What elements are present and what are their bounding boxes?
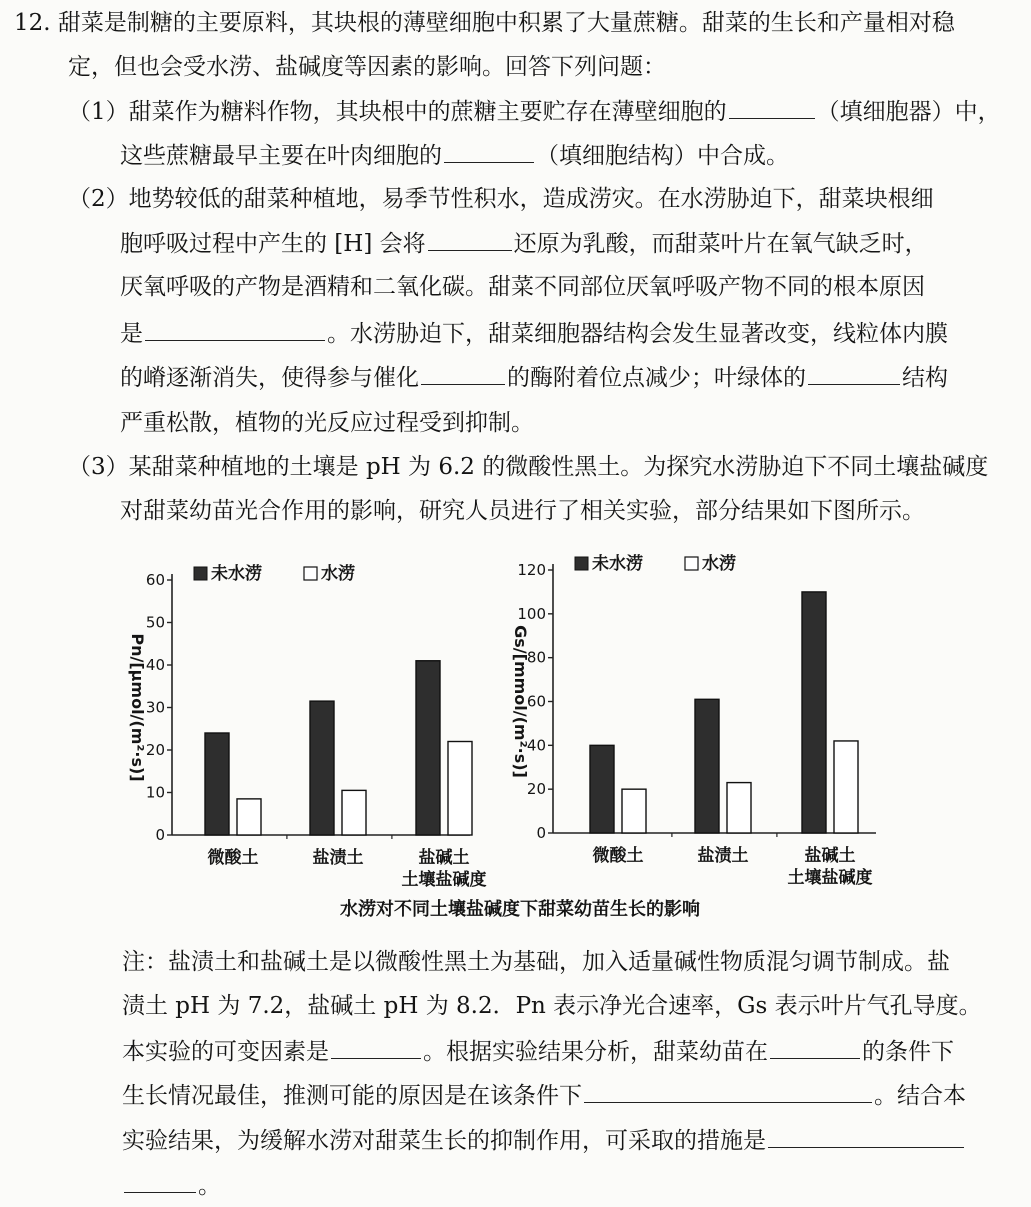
answer-blank-organelle[interactable]: [729, 96, 815, 119]
chart2-legend-label-not-flooded: 未水涝: [592, 554, 643, 574]
figure-bar-charts: [0, 550, 1031, 895]
note-line-4: [122, 1080, 966, 1111]
chart2-bar-not-flooded: [590, 745, 614, 833]
part2-label: （2）: [68, 186, 129, 212]
part2-line-2: [120, 228, 928, 259]
answer-blank-root-cause[interactable]: [145, 318, 325, 341]
chart1-category-label: 微酸土: [207, 848, 259, 868]
part2-text-2a: 胞呼吸过程中产生的 [H] 会将: [120, 231, 426, 257]
chart2-y-tick-label: 20: [526, 780, 546, 799]
note-text-3a: 本实验的可变因素是: [122, 1039, 329, 1065]
chart2-y-tick-label: 0: [536, 824, 546, 842]
chart1-y-tick-label: 30: [145, 698, 165, 717]
chart1-bar-not-flooded: [205, 733, 229, 835]
chart1-x-axis-label: 土壤盐碱度: [401, 870, 487, 890]
chart2-category-label: 盐碱土: [804, 846, 856, 866]
chart2-x-axis-label: 土壤盐碱度: [787, 868, 873, 888]
chart2-y-axis-label: Gs/[mmol/(m²·s)]: [511, 625, 530, 778]
question-intro-line-1: [14, 8, 955, 38]
note-text-5a: 实验结果，为缓解水涝对甜菜生长的抑制作用，可采取的措施是: [122, 1128, 766, 1154]
intro-text-2: 定，但也会受水涝、盐碱度等因素的影响。回答下列问题：: [68, 54, 666, 80]
chart2-bar-not-flooded: [695, 699, 719, 833]
part2-text-1: 地势较低的甜菜种植地，易季节性积水，造成涝灾。在水涝胁迫下，甜菜块根细: [128, 186, 934, 212]
chart2-category-label: 盐渍土: [697, 846, 749, 866]
part1-text-1b: （填细胞器）中，: [816, 99, 1001, 125]
part2-text-5b: 的酶附着位点减少；叶绿体的: [507, 365, 806, 391]
answer-blank-best-condition[interactable]: [770, 1036, 860, 1059]
chart1-legend-label-not-flooded: 未水涝: [211, 564, 262, 584]
answer-blank-reduced-substance[interactable]: [428, 228, 512, 251]
chart1-y-tick-label: 0: [155, 826, 165, 844]
note-text-4a: 生长情况最佳，推测可能的原因是在该条件下: [122, 1083, 582, 1109]
chart1-bar-not-flooded: [416, 661, 440, 835]
note-text-4b: 。结合本: [874, 1083, 966, 1109]
question-number: 12.: [14, 10, 51, 36]
chart2-category-label: 微酸土: [592, 846, 644, 866]
part3-line-1: [68, 452, 988, 482]
chart1-legend-label-flooded: 水涝: [321, 564, 355, 584]
chart2-bar-flooded: [834, 741, 858, 833]
chart1-y-tick-label: 40: [145, 656, 165, 674]
chart2-y-tick-label: 80: [526, 648, 546, 667]
answer-blank-measure-continued[interactable]: [124, 1170, 196, 1193]
part1-text-2b: （填细胞结构）中合成。: [536, 143, 789, 169]
part2-line-4: [120, 318, 948, 349]
part1-text-2a: 这些蔗糖最早主要在叶肉细胞的: [120, 143, 442, 169]
intro-text-1: 甜菜是制糖的主要原料，其块根的薄壁细胞中积累了大量蔗糖。甜菜的生长和产量相对稳: [57, 10, 955, 36]
note-text-6b: 。: [198, 1173, 221, 1199]
answer-blank-cell-structure[interactable]: [444, 140, 534, 163]
chart2-legend-swatch-flooded: [685, 557, 698, 570]
part2-text-4a: 是: [120, 321, 143, 347]
chart1-y-tick-label: 10: [145, 783, 165, 802]
chart2-legend-swatch-not-flooded: [575, 557, 588, 570]
note-line-5: [122, 1125, 966, 1156]
note-text-3b: 。根据实验结果分析，甜菜幼苗在: [423, 1039, 768, 1065]
part2-text-3: 厌氧呼吸的产物是酒精和二氧化碳。甜菜不同部位厌氧呼吸产物不同的根本原因: [120, 274, 925, 300]
part2-line-1: [68, 184, 934, 214]
chart1-y-tick-label: 60: [145, 571, 165, 589]
answer-blank-catalyzed-process[interactable]: [421, 362, 505, 385]
chart2-y-tick-label: 60: [526, 692, 546, 711]
chart1-y-tick-label: 50: [145, 613, 165, 632]
chart1-bar-not-flooded: [310, 701, 334, 835]
chart2-y-tick-label: 120: [517, 561, 546, 579]
note-text-3c: 的条件下: [862, 1039, 954, 1065]
chart2-legend-label-flooded: 水涝: [702, 554, 736, 574]
part3-text-1: 某甜菜种植地的土壤是 pH 为 6.2 的微酸性黑土。为探究水涝胁迫下不同土壤盐碱度: [128, 454, 989, 480]
chart1-bar-flooded: [448, 742, 472, 836]
answer-blank-measure[interactable]: [768, 1125, 964, 1148]
part2-text-6: 严重松散，植物的光反应过程受到抑制。: [120, 410, 534, 436]
part1-text-1a: 甜菜作为糖料作物，其块根中的蔗糖主要贮存在薄壁细胞的: [128, 99, 727, 125]
part3-text-2: 对甜菜幼苗光合作用的影响，研究人员进行了相关实验，部分结果如下图所示。: [120, 498, 925, 524]
part2-line-5: [120, 362, 948, 393]
answer-blank-chloroplast-structure[interactable]: [808, 362, 900, 385]
chart2-bar-flooded: [622, 789, 646, 833]
part1-label: （1）: [68, 99, 129, 125]
note-text-2: 渍土 pH 为 7.2，盐碱土 pH 为 8.2．Pn 表示净光合速率，Gs 表示叶片气孔导度。: [122, 993, 982, 1019]
note-line-6: [122, 1170, 221, 1201]
figure-caption: 水涝对不同土壤盐碱度下甜菜幼苗生长的影响: [340, 899, 700, 920]
part2-text-2b: 还原为乳酸，而甜菜叶片在氧气缺乏时，: [513, 231, 928, 257]
chart1-bar-flooded: [342, 790, 366, 835]
note-text-1: 注：盐渍土和盐碱土是以微酸性黑土为基础，加入适量碱性物质混匀调节制成。盐: [122, 949, 950, 975]
answer-blank-variable[interactable]: [331, 1036, 421, 1059]
chart1-legend-swatch-flooded: [304, 567, 317, 580]
chart2-bar-not-flooded: [802, 592, 826, 833]
part2-text-4b: 。水涝胁迫下，甜菜细胞器结构会发生显著改变，线粒体内膜: [327, 321, 948, 347]
answer-blank-reason[interactable]: [584, 1080, 872, 1103]
chart1-y-axis-label: Pn/[μmol/(m²·s)]: [128, 633, 147, 782]
chart1-category-label: 盐碱土: [418, 848, 470, 868]
chart1-category-label: 盐渍土: [312, 848, 364, 868]
chart2-y-tick-label: 40: [526, 736, 546, 755]
note-line-3: [122, 1036, 954, 1067]
part2-text-5c: 结构: [902, 365, 948, 391]
part2-text-5a: 的嵴逐渐消失，使得参与催化: [120, 365, 419, 391]
chart2-bar-flooded: [727, 783, 751, 833]
part1-line-2: [120, 140, 789, 171]
chart1-legend-swatch-not-flooded: [194, 567, 207, 580]
part3-label: （3）: [68, 454, 129, 480]
chart1-bar-flooded: [237, 799, 261, 835]
chart1-y-tick-label: 20: [145, 741, 165, 759]
chart2-y-tick-label: 100: [517, 604, 546, 623]
part1-line-1: [68, 96, 1001, 127]
